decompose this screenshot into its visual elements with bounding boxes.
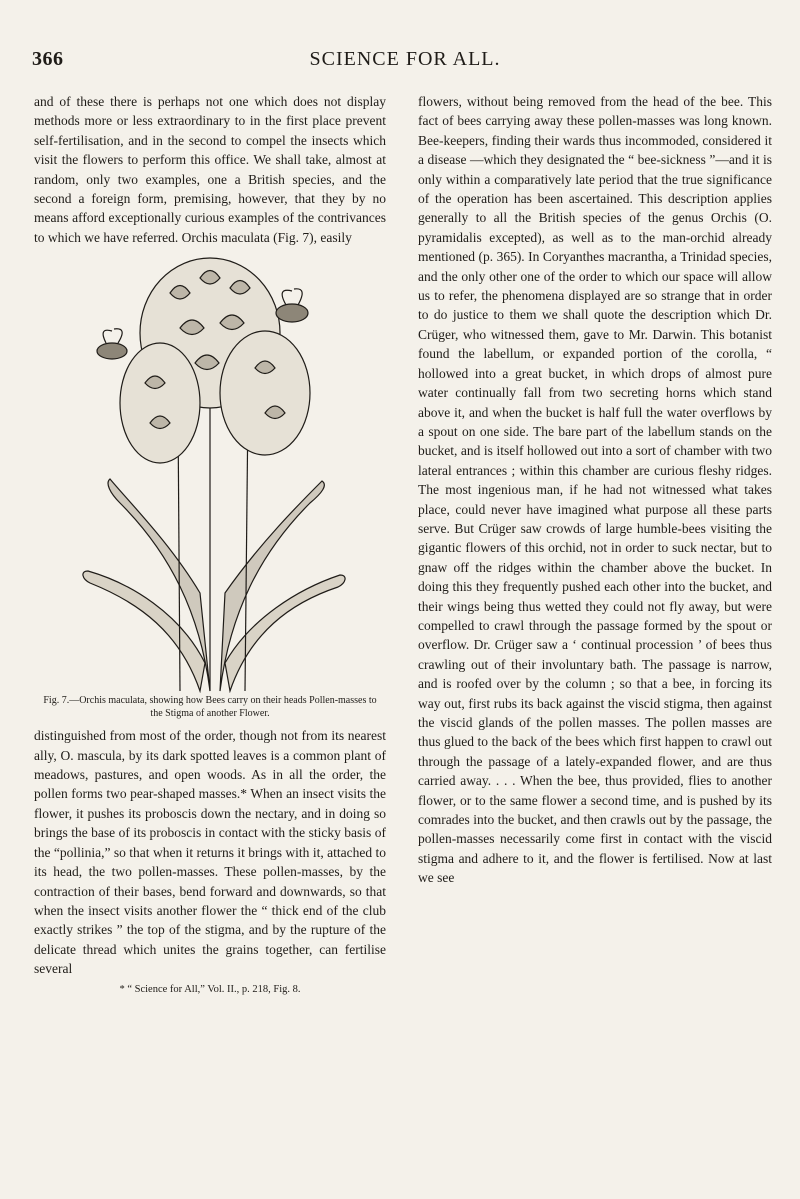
right-paragraph-1: flowers, without being removed from the head of the bee. This fact of bees carrying away these pollen-masses was long known. Bee-keepers, finding their wards thus incommoded, considered it a disease —which they designated the “ bee-sickness ”—and it is only within a comparatively late period that the true significance of the operation has been ascertained. This description applies generally to all the British species of the genus Orchis (O. pyramidalis excepted), as well as to the man-orchid already mentioned (p. 365). In Coryanthes macrantha, a Trinidad species, and the only other one of the order to which our space will allow us to refer, the phenomena displayed are so strange that in order to do justice to them we shall quote the description which Dr. Crüger, who witnessed them, gave to Mr. Darwin. This botanist found the labellum, or expanded portion of the corolla, “ hollowed into a great bucket, in which drops of almost pure water continually fall from two secreting horns which stand above it, and when the bucket is half full the water overflows by a spout on one side. The bare part of the labellum stands on the bucket, and is itself hollowed out into a sort of chamber with two lateral entrances ; within this chamber are curious fleshy ridges. The most ingenious man, if he had not witnessed what takes place, could never have imagined what purpose all these parts serve. But Crüger saw crowds of large humble-bees visiting the gigantic flowers of this orchid, not in order to suck nectar, but to gnaw off the ridges within the chamber above the bucket. In doing this they frequently pushed each other into the bucket, and their wings being thus wetted they could not fly away, but were compelled to crawl through the passage formed by the spout or overflow. Dr. Crüger saw a ‘ continual procession ’ of bees thus crawling out of their involuntary bath. The passage is narrow, and is roofed over by the column ; so that a bee, in forcing its way out, first rubs its back against the viscid stigma, then against the viscid glands of the pollen masses. The pollen masses are thus glued to the back of the bees which first happen to crawl out through the passage of a lately-expanded flower, and are thus carried away. . . . When the bee, thus provided, flies to another flower, or to the same flower a second time, and is pushed by its comrades into the bucket, and then crawls out by the passage, the pollen-masses necessarily come first in contact with the viscid stigma and adhere to it, and the flower is fertilised. Now at last we see (418, 94, 772, 886)
page-header (32, 48, 778, 78)
left-column (34, 92, 386, 996)
left-paragraph-1: and of these there is perhaps not one which does not display methods more or less extraordinary to in the first place prevent self-fertilisation, and in the second to compel the insects which visit the flowers to perform this office. We shall take, almost at random, only two examples, one a British species, and the second a foreign form, premising, however, that they by no means afford exceptionally curious examples of the contrivances to which we have referred. Orchis maculata (Fig. 7), easily (34, 94, 386, 245)
left-paragraph-2: distinguished from most of the order, though not from its nearest ally, O. mascula, by its dark spotted leaves is a common plant of meadows, pastures, and open woods. As in all the order, the pollen forms two pear-shaped masses.* When an insect visits the flower, it pushes its proboscis down the nectary, and in doing so brings the base of its proboscis in contact with the sticky basis of the “pollinia,” so that when it returns it brings with it, attached to its head, the two pollen-masses. These pollen-masses, by the contraction of their bases, bend forward and downwards, so that when the insect visits another flower the “ thick end of the club exactly strikes ” the top of the stigma, and by the rupture of the delicate thread which unites the grains together, can fertilise several (34, 728, 386, 977)
orchis-maculata-illustration (60, 253, 360, 693)
page-number: 366 (32, 48, 64, 70)
figure-7 (34, 253, 386, 720)
figure-caption: Fig. 7.—Orchis maculata, showing how Bees carry on their heads Pollen-masses to the Stigma of another Flower. (43, 695, 377, 719)
running-title: SCIENCE FOR ALL. (309, 48, 501, 70)
footnote: * “ Science for All,” Vol. II., p. 218, Fig. 8. (119, 983, 301, 995)
right-column (418, 92, 772, 888)
